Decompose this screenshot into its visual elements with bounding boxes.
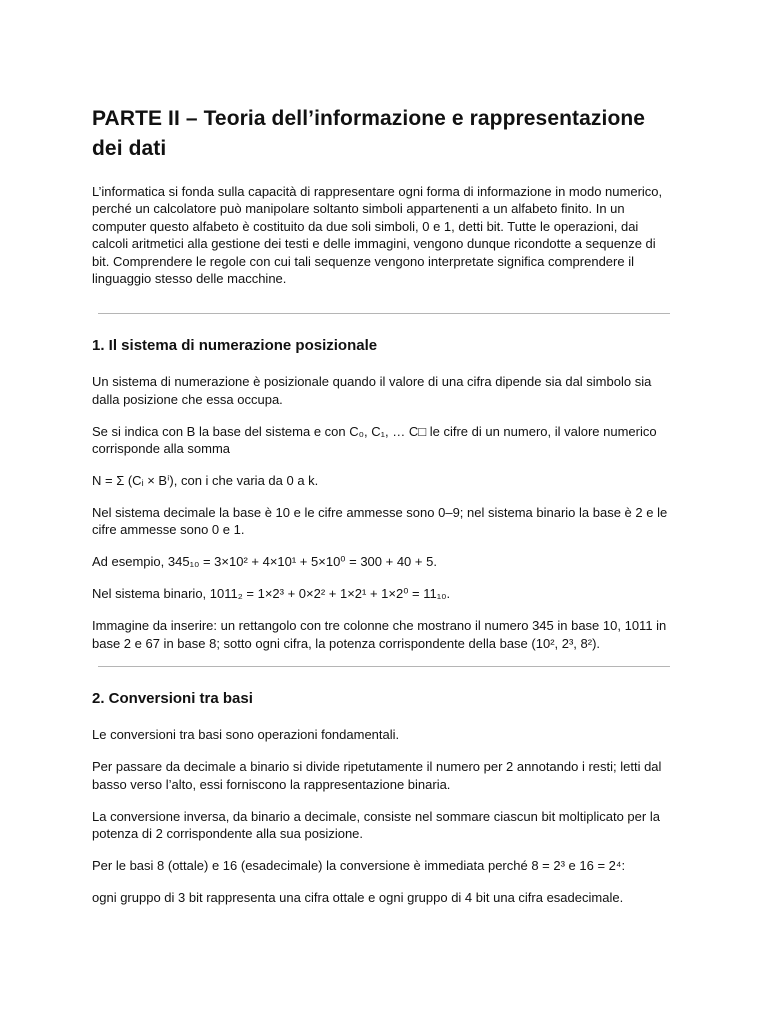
section-1-example-binary: Nel sistema binario, 1011₂ = 1×2³ + 0×2² + 1×2¹ + 1×2⁰ = 11₁₀. <box>92 586 451 602</box>
section-1-paragraph-4: Nel sistema decimale la base è 10 e le cifre ammesse sono 0–9; nel sistema binario la base è 2 e le cifre ammesse sono 0 e 1. <box>92 504 668 538</box>
section-2-heading: 2. Conversioni tra basi <box>92 690 253 708</box>
section-1-formula: N = Σ (Cᵢ × Bⁱ), con i che varia da 0 a k. <box>92 473 319 489</box>
section-1-example-decimal: Ad esempio, 345₁₀ = 3×10² + 4×10¹ + 5×10⁰ = 300 + 40 + 5. <box>92 554 437 570</box>
section-2-paragraph-3: La conversione inversa, da binario a decimale, consiste nel sommare ciascun bit moltiplicato per la potenza di 2 corrispondente alla sua posizione. <box>92 808 660 842</box>
section-1-image-note: Immagine da inserire: un rettangolo con tre colonne che mostrano il numero 345 in base 10, 1011 in base 2 e 67 in base 8; sotto ogni cifra, la potenza corrispondente della base (10², 2³, 8²). <box>92 618 667 651</box>
section-2-paragraph-1: Le conversioni tra basi sono operazioni fondamentali. <box>92 727 400 743</box>
page-title: PARTE II – Teoria dell’informazione e rappresentazione dei dati <box>92 107 646 160</box>
document-page <box>92 104 674 921</box>
section-divider <box>98 313 670 314</box>
section-1-heading: 1. Il sistema di numerazione posizionale <box>92 337 378 355</box>
section-1-paragraph-2: Se si indica con B la base del sistema e con C₀, C₁, … C□ le cifre di un numero, il valore numerico corrisponde alla somma <box>92 423 657 457</box>
intro-paragraph: L’informatica si fonda sulla capacità di rappresentare ogni forma di informazione in modo numerico, perché un calcolatore può manipolare soltanto simboli appartenenti a un alfabeto finito. In un computer questo alfabeto è costituito da due soli simboli, 0 e 1, detti bit. Tutte le operazioni, dai calcoli aritmetici alla gestione dei testi e delle immagini, vengono dunque ricondotte a sequenze di bit. Comprendere le regole con cui tali sequenze vengono interpretate significa comprendere il linguaggio stesso delle macchine. <box>92 184 663 287</box>
section-divider <box>98 666 670 667</box>
section-1-paragraph-1: Un sistema di numerazione è posizionale quando il valore di una cifra dipende sia dal simbolo sia dalla posizione che essa occupa. <box>92 374 652 407</box>
section-2-paragraph-2: Per passare da decimale a binario si divide ripetutamente il numero per 2 annotando i resti; letti dal basso verso l’alto, essi forniscono la rappresentazione binaria. <box>92 759 662 792</box>
section-2-paragraph-5: ogni gruppo di 3 bit rappresenta una cifra ottale e ogni gruppo di 4 bit una cifra esadecimale. <box>92 889 624 905</box>
section-2-paragraph-4: Per le basi 8 (ottale) e 16 (esadecimale) la conversione è immediata perché 8 = 2³ e 16 = 2⁴: <box>92 857 626 873</box>
